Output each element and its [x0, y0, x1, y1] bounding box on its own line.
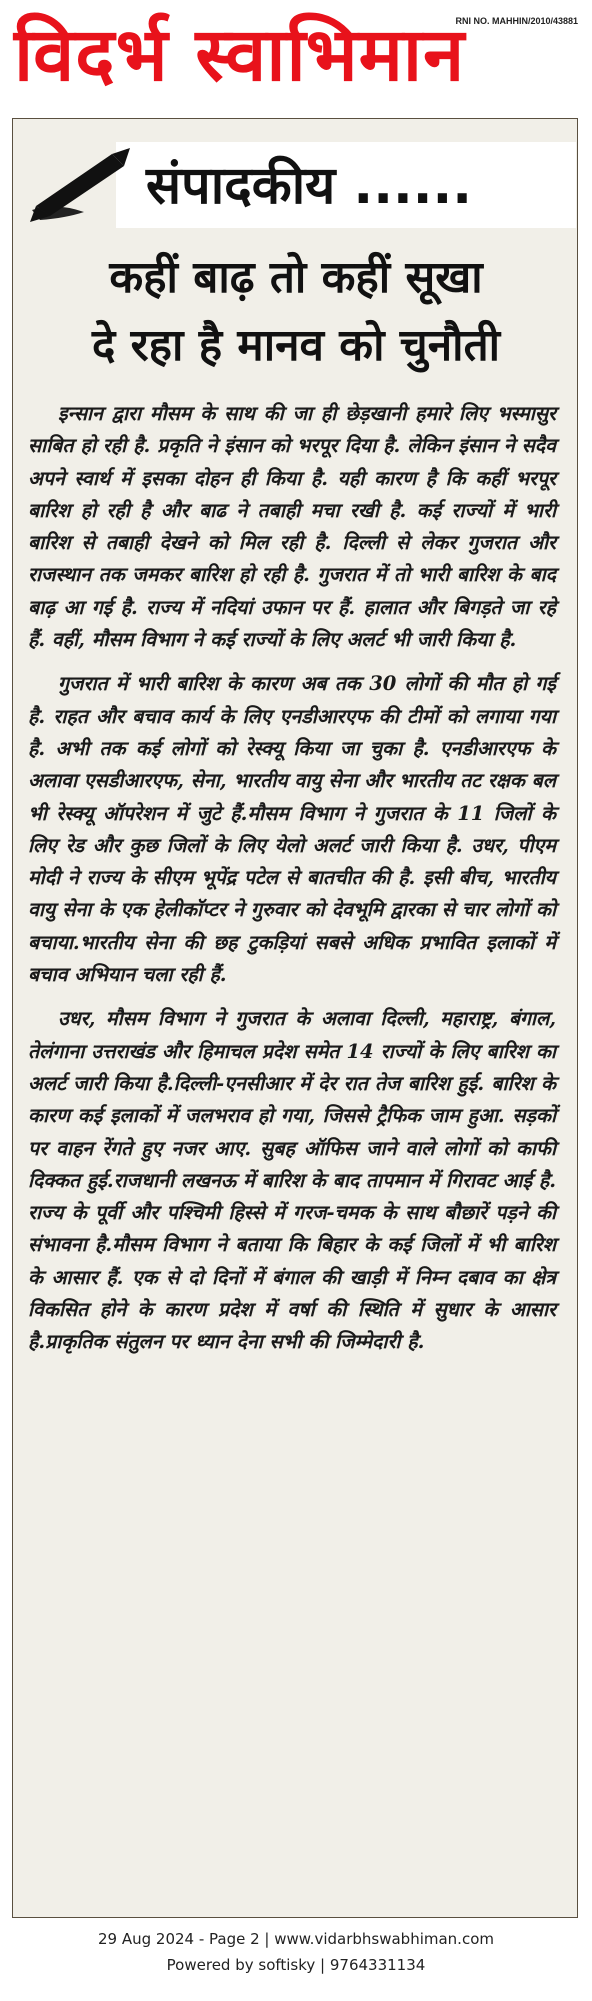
editorial-banner	[26, 142, 566, 234]
article-paragraph: इन्सान द्वारा मौसम के साथ की जा ही छेड़खानी हमारे लिए भस्मासुर साबित हो रही है. प्रकृति ने इंसान को भरपूर दिया है. लेकिन इंसान ने सदैव अपने स्वार्थ में इसका दोहन ही किया है. यही कारण है कि कहीं भरपूर बारिश हो रही है और बाढ ने तबाही मचा रखी है. कई राज्यों में भारी बारिश से तबाही देखने को मिल रही है. दिल्ली से लेकर गुजरात और राजस्थान तक जमकर बारिश हो रही है. गुजरात में तो भारी बारिश के बाद बाढ़ आ गई है. राज्य में नदियां उफान पर हैं. हालात और बिगड़ते जा रहे हैं. वहीं, मौसम विभाग ने कई राज्यों के लिए अलर्ट भी जारी किया है.	[28, 402, 556, 652]
headline	[26, 244, 566, 380]
article-paragraph: उधर, मौसम विभाग ने गुजरात के अलावा दिल्ली, महाराष्ट्र, बंगाल, तेलंगाना उत्तराखंड और हिमाचल प्रदेश समेत 14 राज्यों के लिए बारिश का अलर्ट जारी किया है.दिल्ली-एनसीआर में देर रात तेज बारिश हुई. बारिश के कारण कई इलाकों में जलभराव हो गया, जिससे ट्रैफिक जाम हुआ. सड़कों पर वाहन रेंगते हुए नजर आए. सुबह ऑफिस जाने वाले लोगों को काफी दिक्कत हुई.राजधानी लखनऊ में बारिश के बाद तापमान में गिरावट आई है. राज्य के पूर्वी और पश्चिमी हिस्से में गरज-चमक के साथ बौछारें पड़ने की संभावना है.मौसम विभाग ने बताया कि बिहार के कई जिलों में भी बारिश के आसार हैं. एक से दो दिनों में बंगाल की खाड़ी में निम्न दबाव का क्षेत्र विकसित होने के कारण प्रदेश में वर्षा की स्थिति में सुधार के आसार है.प्राकृतिक संतुलन पर ध्यान देना सभी की जिम्मेदारी है.	[28, 1007, 556, 1354]
newspaper-title: विदर्भ स्वाभिमान	[14, 12, 466, 98]
article-paragraph: गुजरात में भारी बारिश के कारण अब तक 30 लोगों की मौत हो गई है. राहत और बचाव कार्य के लिए एनडीआरएफ की टीमों को लगाया गया है. अभी तक कई लोगों को रेस्क्यू किया जा चुका है. एनडीआरएफ के अलावा एसडीआरएफ, सेना, भारतीय वायु सेना और भारतीय तट रक्षक बल भी रेस्क्यू ऑपरेशन में जुटे हैं.मौसम विभाग ने गुजरात के 11 जिलों के लिए रेड और कुछ जिलों के लिए येलो अलर्ट जारी किया है. उधर, पीएम मोदी ने राज्य के सीएम भूपेंद्र पटेल से बातचीत की है. इसी बीच, भारतीय वायु सेना के एक हेलीकॉप्टर ने गुरुवार को देवभूमि द्वारका से चार लोगों को बचाया.भारतीय सेना की छह टुकड़ियां सबसे अधिक प्रभावित इलाकों में बचाव अभियान चला रही हैं.	[28, 672, 556, 987]
editorial-label: संपादकीय ......	[146, 156, 472, 216]
pen-icon	[26, 148, 136, 228]
footer-powered-by: Powered by softisky | 9764331134	[166, 1956, 426, 1974]
footer-date-site: 29 Aug 2024 - Page 2 | www.vidarbhswabhiman.com	[98, 1930, 494, 1948]
masthead	[0, 0, 592, 118]
headline-line-1: कहीं बाढ़ तो कहीं सूखा	[109, 252, 483, 303]
page-footer	[0, 1926, 592, 1978]
headline-line-2: दे रहा है मानव को चुनौती	[91, 320, 501, 371]
rni-number: RNI NO. MAHHIN/2010/43881	[455, 16, 578, 26]
article-body	[28, 398, 556, 1371]
